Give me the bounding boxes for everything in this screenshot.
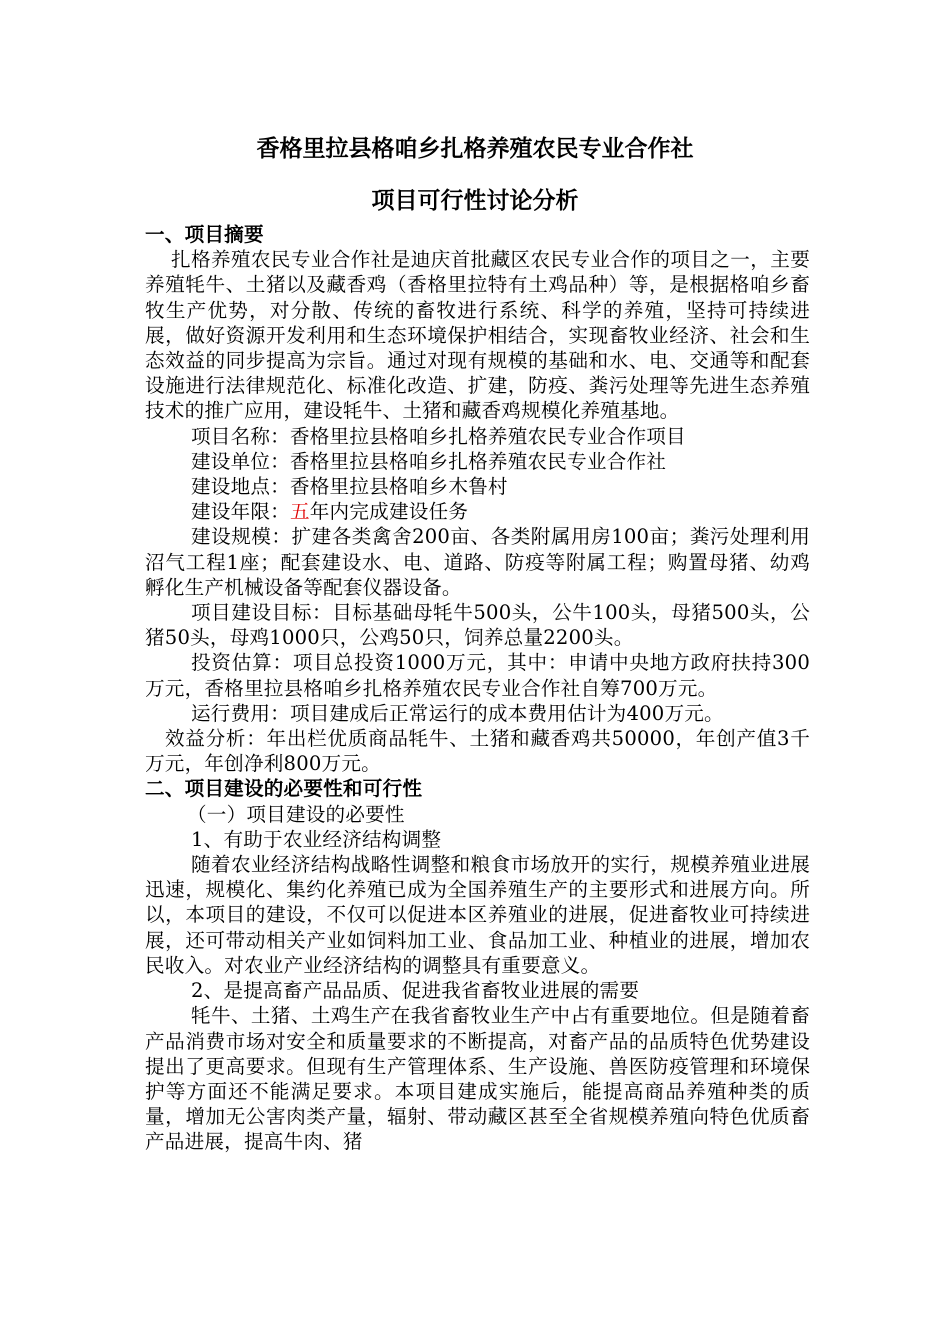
- item-2-paragraph: 牦牛、土猪、土鸡生产在我省畜牧业生产中占有重要地位。但是随着畜产品消费市场对安全和质量要求的不断提高，对畜产品的品质特色优势建设提出了更高要求。但现有生产管理体系、生产设施、兽医防疫管理和环境保护等方面还不能满足要求。本项目建成实施后，能提高商品养殖种类的质量，增加无公害肉类产量，辐射、带动藏区甚至全省规模养殖向特色优质畜产品进展，提高牛肉、猪: [145, 1004, 810, 1154]
- build-unit-line: 建设单位：香格里拉县格咱乡扎格养殖农民专业合作社: [191, 449, 667, 473]
- build-goal-paragraph: 项目建设目标：目标基础母牦牛500头，公牛100头，母猪500头，公猪50头，母鸡1000只，公鸡50只，饲养总量2200头。: [145, 601, 810, 650]
- build-period-highlight: 五: [289, 500, 310, 524]
- benefit-paragraph: 效益分析：年出栏优质商品牦牛、土猪和藏香鸡共50000，年创产值3千万元，年创净利800万元。: [145, 727, 810, 776]
- item-2-title: 2、是提高畜产品品质、促进我省畜牧业进展的需要: [191, 979, 640, 1003]
- build-period-label: 建设年限：: [191, 500, 290, 524]
- document-title: 香格里拉县格咱乡扎格养殖农民专业合作社: [256, 136, 694, 162]
- subsection-heading: （一）项目建设的必要性: [187, 802, 405, 826]
- build-scale-paragraph: 建设规模：扩建各类禽舍200亩、各类附属用房100亩；粪污处理利用沼气工程1座；配套建设水、电、道路、防疫等附属工程；购置母猪、幼鸡孵化生产机械设备等配套仪器设备。: [145, 525, 810, 599]
- document-subtitle: 项目可行性讨论分析: [371, 188, 579, 214]
- item-1-paragraph: 随着农业经济结构战略性调整和粮食市场放开的实行，规模养殖业进展迅速，规模化、集约化养殖已成为全国养殖生产的主要形式和进展方向。所以，本项目的建设，不仅可以促进本区养殖业的进展，促进畜牧业可持续进展，还可带动相关产业如饲料加工业、食品加工业、种植业的进展，增加农民收入。对农业产业经济结构的调整具有重要意义。: [145, 853, 810, 977]
- section-heading-necessity: 二、项目建设的必要性和可行性: [145, 777, 423, 801]
- project-name-line: 项目名称：香格里拉县格咱乡扎格养殖农民专业合作项目: [191, 424, 686, 448]
- document-body: [145, 222, 810, 1155]
- item-1-title: 1、有助于农业经济结构调整: [191, 827, 442, 851]
- summary-intro-paragraph: 扎格养殖农民专业合作社是迪庆首批藏区农民专业合作的项目之一，主要养殖牦牛、土猪以及藏香鸡（香格里拉特有土鸡品种）等，是根据格咱乡畜牧生产优势，对分散、传统的畜牧进行系统、科学的养殖，坚持可持续进展，做好资源开发利用和生态环境保护相结合，实现畜牧业经济、社会和生态效益的同步提高为宗旨。通过对现有规模的基础和水、电、交通等和配套设施进行法律规范化、标准化改造、扩建，防疫、粪污处理等先进生态养殖技术的推广应用，建设牦牛、土猪和藏香鸡规模化养殖基地。: [145, 248, 810, 423]
- build-site-line: 建设地点：香格里拉县格咱乡木鲁村: [191, 475, 508, 499]
- build-period-text: 年内完成建设任务: [309, 500, 469, 524]
- running-cost-paragraph: 运行费用：项目建成后正常运行的成本费用估计为400万元。: [191, 701, 724, 725]
- build-period-line: [145, 499, 810, 524]
- investment-paragraph: 投资估算：项目总投资1000万元，其中：申请中央地方政府扶持300万元，香格里拉县格咱乡扎格养殖农民专业合作社自筹700万元。: [145, 651, 810, 700]
- section-heading-summary: 一、项目摘要: [145, 223, 264, 246]
